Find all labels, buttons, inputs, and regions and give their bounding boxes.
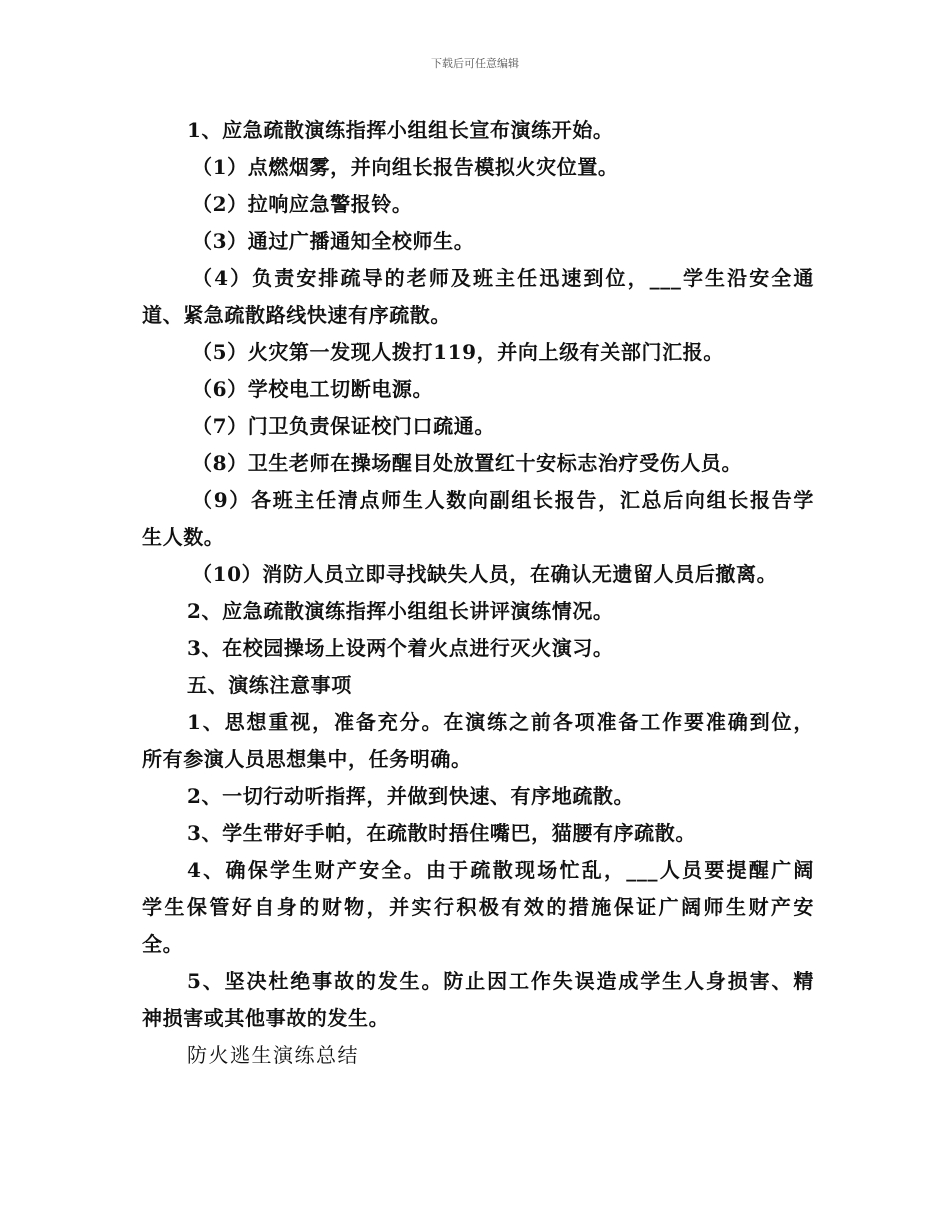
page-header-note: 下载后可任意编辑	[431, 57, 519, 70]
paragraph-line: 4、确保学生财产安全。由于疏散现场忙乱，___人员要提醒广阔	[187, 858, 814, 882]
paragraph-line: （1）点燃烟雾，并向组长报告模拟火灾位置。	[192, 155, 619, 179]
next-document-title: 防火逃生演练总结	[187, 1043, 359, 1067]
paragraph-line: 3、在校园操场上设两个着火点进行灭火演习。	[187, 636, 614, 660]
paragraph-line: （5）火灾第一发现人拨打119，并向上级有关部门汇报。	[192, 340, 724, 364]
paragraph-line: 道、紧急疏散路线快速有序疏散。	[142, 303, 451, 327]
paragraph-line: 全。	[142, 932, 184, 956]
paragraph-line: （2）拉响应急警报铃。	[192, 192, 413, 216]
paragraph-line: 2、一切行动听指挥，并做到快速、有序地疏散。	[187, 784, 635, 808]
paragraph-line: 所有参演人员思想集中，任务明确。	[142, 747, 472, 771]
paragraph-line: 3、学生带好手帕，在疏散时捂住嘴巴，猫腰有序疏散。	[187, 821, 696, 845]
paragraph-line: （3）通过广播通知全校师生。	[192, 229, 475, 253]
paragraph-line: 5、坚决杜绝事故的发生。防止因工作失误造成学生人身损害、精	[187, 969, 814, 993]
paragraph-line: 生人数。	[142, 525, 225, 549]
paragraph-line: （7）门卫负责保证校门口疏通。	[192, 414, 495, 438]
paragraph-line: （4）负责安排疏导的老师及班主任迅速到位，___学生沿安全通	[192, 266, 814, 290]
paragraph-line: 学生保管好自身的财物，并实行积极有效的措施保证广阔师生财产安	[142, 895, 814, 919]
paragraph-line: 神损害或其他事故的发生。	[142, 1006, 390, 1030]
paragraph-line: （9）各班主任清点师生人数向副组长报告，汇总后向组长报告学	[192, 488, 814, 512]
paragraph-line: 2、应急疏散演练指挥小组组长讲评演练情况。	[187, 599, 614, 623]
paragraph-line: （10）消防人员立即寻找缺失人员，在确认无遗留人员后撤离。	[192, 562, 778, 586]
section-heading: 五、演练注意事项	[187, 673, 352, 697]
paragraph-line: （6）学校电工切断电源。	[192, 377, 434, 401]
document-body	[142, 112, 814, 1074]
paragraph-line: 1、应急疏散演练指挥小组组长宣布演练开始。	[187, 118, 614, 142]
paragraph-line: （8）卫生老师在操场醒目处放置红十安标志治疗受伤人员。	[192, 451, 743, 475]
paragraph-line: 1、思想重视，准备充分。在演练之前各项准备工作要准确到位，	[187, 710, 814, 734]
